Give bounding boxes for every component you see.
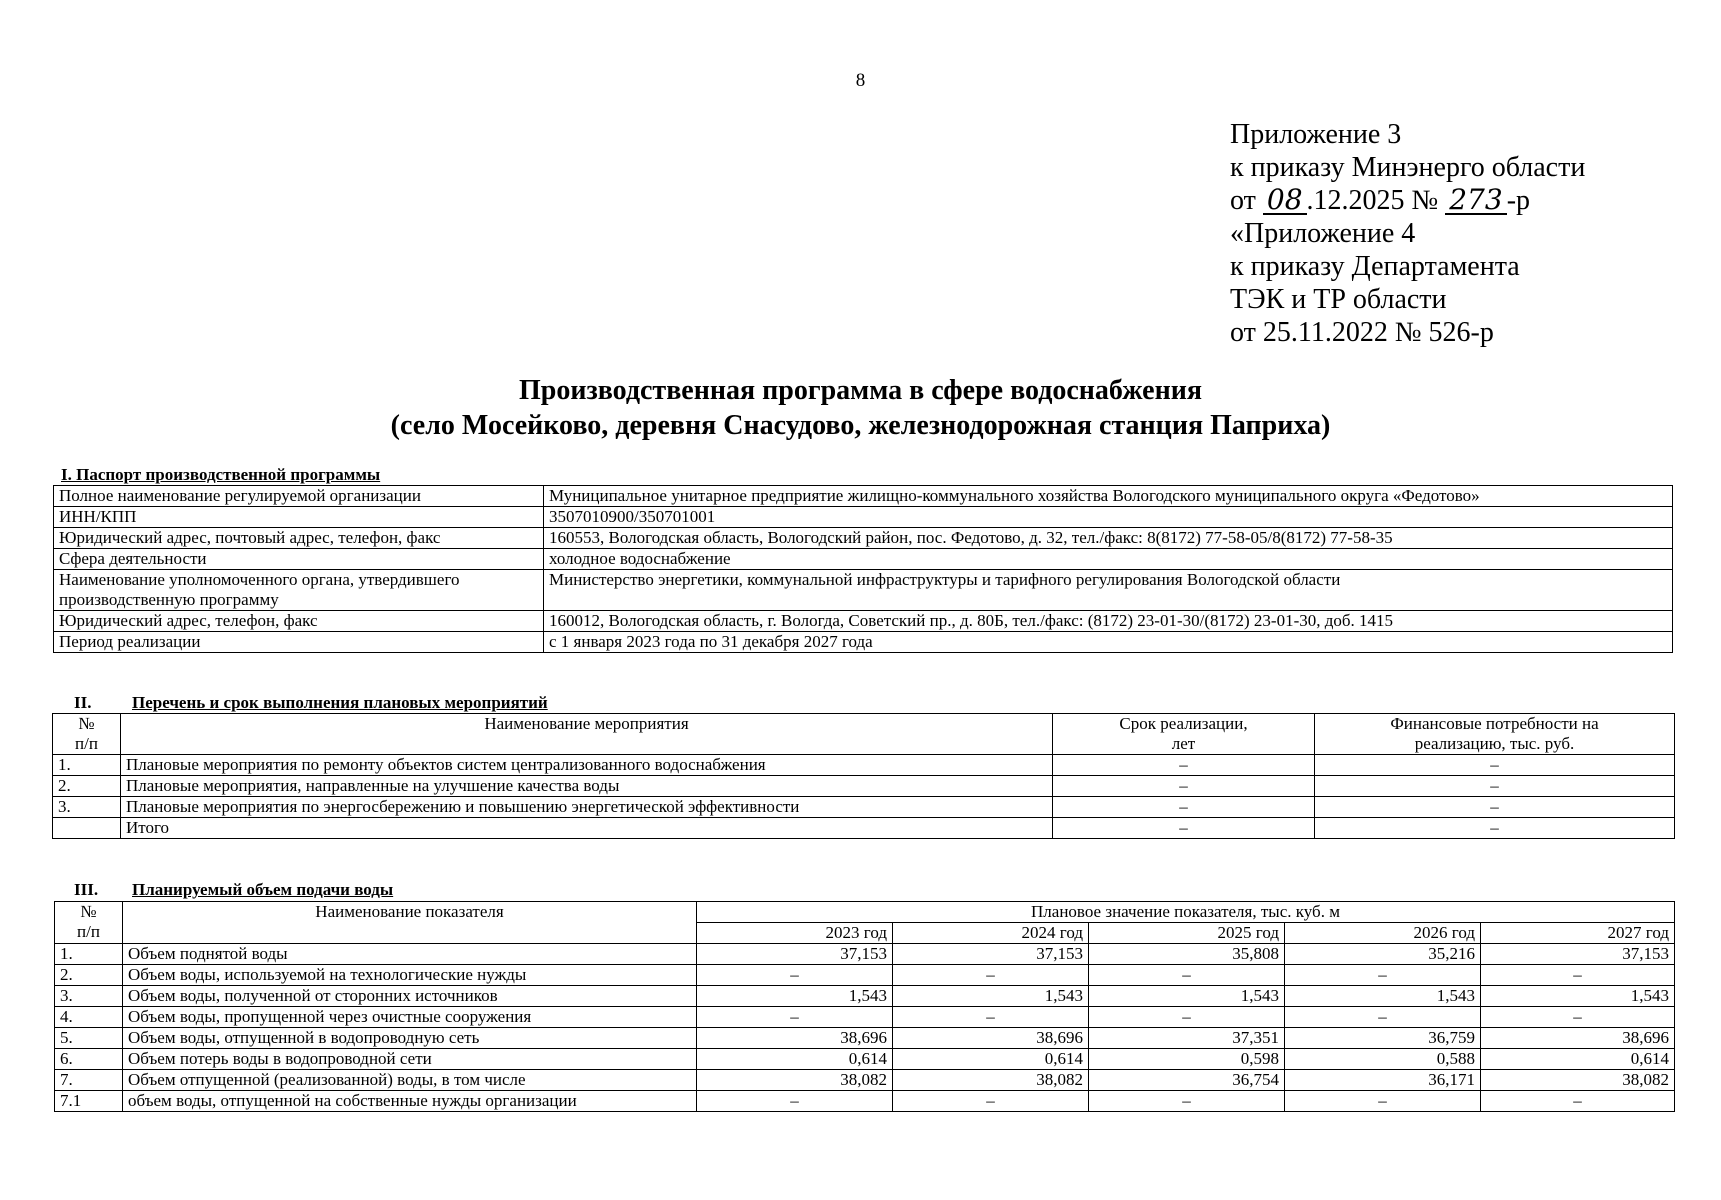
appendix-line-5: к приказу Департамента bbox=[1230, 251, 1520, 282]
passport-value: 160012, Вологодская область, г. Вологда, Советский пр., д. 80Б, тел./факс: (8172) 23-01-30/(8172) 23-01-30, доб. 1415 bbox=[544, 611, 1673, 632]
measures-num-header: № п/п bbox=[53, 714, 121, 755]
measures-fin: – bbox=[1315, 797, 1675, 818]
year-header: 2024 год bbox=[893, 923, 1089, 944]
passport-value: с 1 января 2023 года по 31 декабря 2027 года bbox=[544, 632, 1673, 653]
measures-row bbox=[53, 818, 1675, 839]
water-row bbox=[55, 986, 1675, 1007]
measures-fin-header: Финансовые потребности на реализацию, тыс. руб. bbox=[1315, 714, 1675, 755]
measures-num: 1. bbox=[53, 755, 121, 776]
water-value: – bbox=[1285, 965, 1481, 986]
passport-row bbox=[54, 486, 1673, 507]
appendix-date-mid: .12.2025 № bbox=[1306, 185, 1439, 216]
water-group-header: Плановое значение показателя, тыс. куб. м bbox=[697, 902, 1675, 923]
water-name-header: Наименование показателя bbox=[123, 902, 697, 944]
document-title bbox=[0, 373, 1721, 443]
section2-heading bbox=[74, 693, 548, 713]
passport-row bbox=[54, 632, 1673, 653]
water-num: 1. bbox=[55, 944, 123, 965]
water-value: 37,153 bbox=[1481, 944, 1675, 965]
water-value: 36,171 bbox=[1285, 1070, 1481, 1091]
water-num: 6. bbox=[55, 1049, 123, 1070]
water-value: 38,082 bbox=[893, 1070, 1089, 1091]
passport-label: ИНН/КПП bbox=[54, 507, 544, 528]
passport-value: Министерство энергетики, коммунальной инфраструктуры и тарифного регулирования Вологодской области bbox=[544, 570, 1673, 611]
water-value: – bbox=[1481, 1091, 1675, 1112]
water-name: объем воды, отпущенной на собственные нужды организации bbox=[123, 1091, 697, 1112]
title-line-1: Производственная программа в сфере водоснабжения bbox=[518, 375, 1203, 406]
water-num: 7.1 bbox=[55, 1091, 123, 1112]
water-num: 5. bbox=[55, 1028, 123, 1049]
water-name: Объем воды, используемой на технологические нужды bbox=[123, 965, 697, 986]
water-value: 0,588 bbox=[1285, 1049, 1481, 1070]
appendix-line-7: от 25.11.2022 № 526-р bbox=[1230, 317, 1494, 348]
water-value: – bbox=[1089, 1007, 1285, 1028]
section3-number: III. bbox=[74, 880, 99, 899]
water-value: 36,754 bbox=[1089, 1070, 1285, 1091]
water-num: 4. bbox=[55, 1007, 123, 1028]
water-supply-table bbox=[54, 901, 1675, 1112]
appendix-line-2: к приказу Минэнерго области bbox=[1230, 152, 1586, 183]
water-num: 3. bbox=[55, 986, 123, 1007]
water-value: – bbox=[893, 1007, 1089, 1028]
water-value: – bbox=[1285, 1091, 1481, 1112]
water-row bbox=[55, 1028, 1675, 1049]
measures-fin: – bbox=[1315, 755, 1675, 776]
year-header: 2023 год bbox=[697, 923, 893, 944]
water-value: – bbox=[893, 965, 1089, 986]
water-value: – bbox=[1285, 1007, 1481, 1028]
passport-value: 160553, Вологодская область, Вологодский район, пос. Федотово, д. 32, тел./факс: 8(8172) 77-58-05/8(8172) 77-58-35 bbox=[544, 528, 1673, 549]
measures-name: Итого bbox=[121, 818, 1053, 839]
passport-row bbox=[54, 611, 1673, 632]
water-value: 38,696 bbox=[697, 1028, 893, 1049]
water-value: – bbox=[697, 1007, 893, 1028]
passport-row bbox=[54, 570, 1673, 611]
water-value: 38,696 bbox=[893, 1028, 1089, 1049]
measures-row bbox=[53, 755, 1675, 776]
appendix-line-6: ТЭК и ТР области bbox=[1230, 284, 1447, 315]
year-header: 2025 год bbox=[1089, 923, 1285, 944]
measures-num: 3. bbox=[53, 797, 121, 818]
water-name: Объем воды, пропущенной через очистные сооружения bbox=[123, 1007, 697, 1028]
section2-title: Перечень и срок выполнения плановых мероприятий bbox=[132, 693, 548, 712]
appendix-line-1: Приложение 3 bbox=[1230, 119, 1402, 150]
water-value: – bbox=[1481, 1007, 1675, 1028]
water-value: 37,351 bbox=[1089, 1028, 1285, 1049]
measures-table bbox=[52, 713, 1675, 839]
appendix-block bbox=[1230, 118, 1585, 349]
water-row bbox=[55, 1049, 1675, 1070]
water-value: 36,759 bbox=[1285, 1028, 1481, 1049]
water-value: 38,696 bbox=[1481, 1028, 1675, 1049]
appendix-line-4: «Приложение 4 bbox=[1230, 218, 1416, 249]
water-value: 38,082 bbox=[697, 1070, 893, 1091]
passport-row bbox=[54, 549, 1673, 570]
water-value: – bbox=[1089, 1091, 1285, 1112]
water-value: 0,614 bbox=[893, 1049, 1089, 1070]
water-value: 1,543 bbox=[697, 986, 893, 1007]
handwritten-day: 08 bbox=[1263, 187, 1307, 215]
section3-heading bbox=[74, 880, 393, 900]
water-num: 7. bbox=[55, 1070, 123, 1091]
measures-name-header: Наименование мероприятия bbox=[121, 714, 1053, 755]
water-row bbox=[55, 1070, 1675, 1091]
passport-label: Полное наименование регулируемой организации bbox=[54, 486, 544, 507]
water-row bbox=[55, 1091, 1675, 1112]
water-value: 35,216 bbox=[1285, 944, 1481, 965]
measures-num: 2. bbox=[53, 776, 121, 797]
passport-value: 3507010900/350701001 bbox=[544, 507, 1673, 528]
water-name: Объем поднятой воды bbox=[123, 944, 697, 965]
water-header-row-1 bbox=[55, 902, 1675, 923]
passport-label: Период реализации bbox=[54, 632, 544, 653]
passport-value: холодное водоснабжение bbox=[544, 549, 1673, 570]
water-row bbox=[55, 1007, 1675, 1028]
measures-row bbox=[53, 776, 1675, 797]
passport-row bbox=[54, 528, 1673, 549]
section2-number: II. bbox=[74, 693, 92, 712]
year-header: 2026 год bbox=[1285, 923, 1481, 944]
appendix-date-suffix: -р bbox=[1506, 185, 1531, 216]
passport-label: Юридический адрес, телефон, факс bbox=[54, 611, 544, 632]
water-value: – bbox=[1089, 965, 1285, 986]
page-number: 8 bbox=[855, 70, 866, 91]
water-value: 1,543 bbox=[1285, 986, 1481, 1007]
measures-name: Плановые мероприятия по энергосбережению и повышению энергетической эффективности bbox=[121, 797, 1053, 818]
year-header: 2027 год bbox=[1481, 923, 1675, 944]
water-value: 0,598 bbox=[1089, 1049, 1285, 1070]
water-name: Объем воды, отпущенной в водопроводную сеть bbox=[123, 1028, 697, 1049]
title-line-2: (село Мосейково, деревня Снасудово, железнодорожная станция Паприха) bbox=[390, 410, 1331, 441]
water-name: Объем отпущенной (реализованной) воды, в том числе bbox=[123, 1070, 697, 1091]
measures-name: Плановые мероприятия по ремонту объектов систем централизованного водоснабжения bbox=[121, 755, 1053, 776]
water-value: – bbox=[697, 965, 893, 986]
section1-heading: I. Паспорт производственной программы bbox=[61, 465, 381, 484]
water-value: – bbox=[893, 1091, 1089, 1112]
measures-name: Плановые мероприятия, направленные на улучшение качества воды bbox=[121, 776, 1053, 797]
appendix-date-prefix: от bbox=[1230, 185, 1256, 216]
measures-fin: – bbox=[1315, 776, 1675, 797]
passport-value: Муниципальное унитарное предприятие жилищно-коммунального хозяйства Вологодского муниципального округа «Федотово» bbox=[544, 486, 1673, 507]
measures-term: – bbox=[1053, 818, 1315, 839]
water-value: 1,543 bbox=[1089, 986, 1285, 1007]
water-num: 2. bbox=[55, 965, 123, 986]
water-value: 37,153 bbox=[893, 944, 1089, 965]
section3-title: Планируемый объем подачи воды bbox=[132, 880, 394, 899]
water-value: 37,153 bbox=[697, 944, 893, 965]
water-value: 35,808 bbox=[1089, 944, 1285, 965]
water-value: 1,543 bbox=[1481, 986, 1675, 1007]
measures-fin: – bbox=[1315, 818, 1675, 839]
passport-label: Сфера деятельности bbox=[54, 549, 544, 570]
water-row bbox=[55, 944, 1675, 965]
measures-term: – bbox=[1053, 755, 1315, 776]
measures-num bbox=[53, 818, 121, 839]
water-value: 0,614 bbox=[1481, 1049, 1675, 1070]
passport-table bbox=[53, 485, 1673, 653]
passport-label: Юридический адрес, почтовый адрес, телефон, факс bbox=[54, 528, 544, 549]
appendix-line-3 bbox=[1230, 184, 1585, 217]
water-name: Объем воды, полученной от сторонних источников bbox=[123, 986, 697, 1007]
measures-header-row bbox=[53, 714, 1675, 755]
water-value: 38,082 bbox=[1481, 1070, 1675, 1091]
measures-term: – bbox=[1053, 797, 1315, 818]
water-value: – bbox=[1481, 965, 1675, 986]
water-value: 0,614 bbox=[697, 1049, 893, 1070]
water-num-header: № п/п bbox=[55, 902, 123, 944]
water-name: Объем потерь воды в водопроводной сети bbox=[123, 1049, 697, 1070]
handwritten-number: 273 bbox=[1445, 187, 1506, 215]
passport-row bbox=[54, 507, 1673, 528]
passport-label: Наименование уполномоченного органа, утвердившего производственную программу bbox=[54, 570, 544, 611]
water-value: – bbox=[697, 1091, 893, 1112]
water-value: 1,543 bbox=[893, 986, 1089, 1007]
measures-term-header: Срок реализации, лет bbox=[1053, 714, 1315, 755]
measures-term: – bbox=[1053, 776, 1315, 797]
water-row bbox=[55, 965, 1675, 986]
measures-row bbox=[53, 797, 1675, 818]
